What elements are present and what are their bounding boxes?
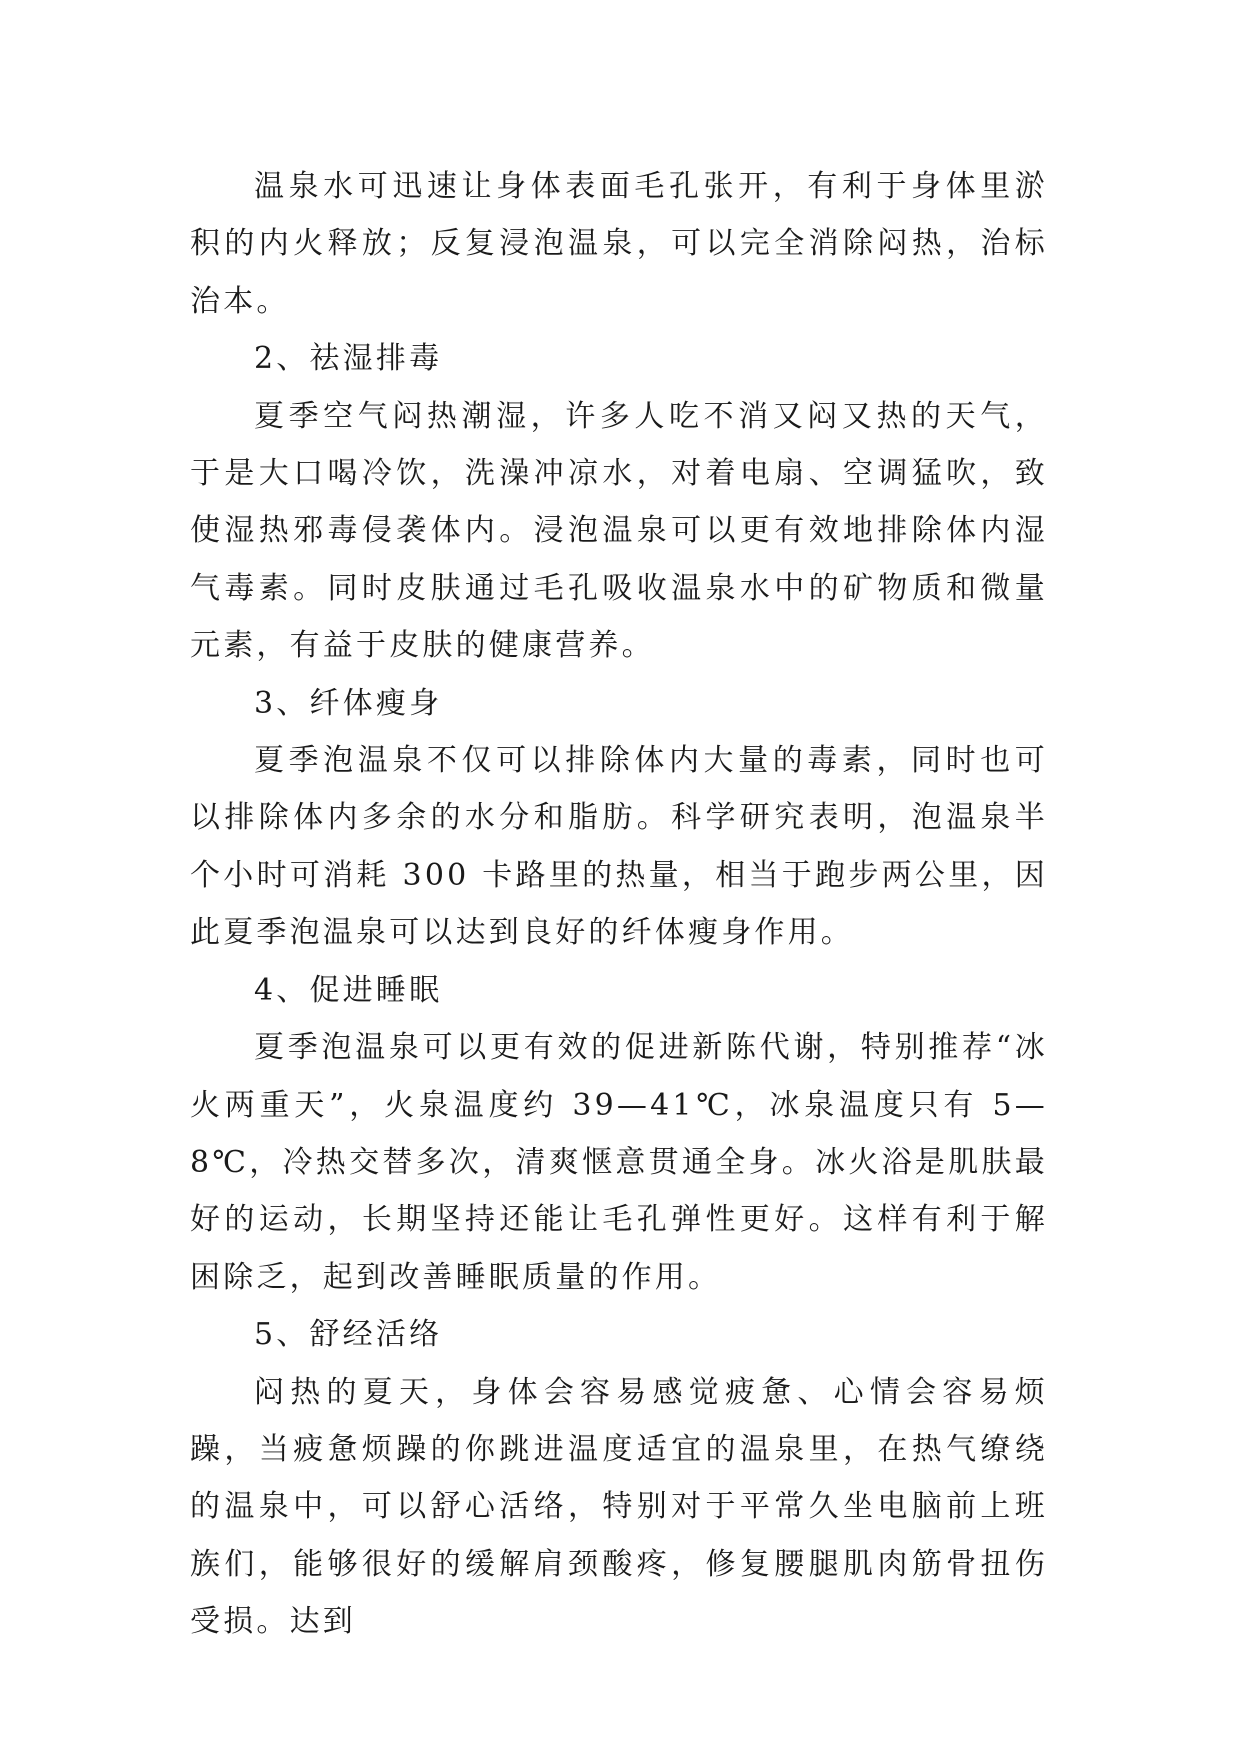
paragraph-body: 夏季空气闷热潮湿，许多人吃不消又闷又热的天气，于是大口喝冷饮，洗澡冲凉水，对着电扇、空调猛吹，致使湿热邪毒侵袭体内。浸泡温泉可以更有效地排除体内湿气毒素。同时皮肤通过毛孔吸收温泉水中的矿物质和微量元素，有益于皮肤的健康营养。	[190, 398, 1048, 664]
section-heading: 2、祛湿排毒	[254, 341, 443, 377]
section-heading: 3、纤体瘦身	[254, 685, 443, 721]
section-heading: 4、促进睡眠	[254, 972, 443, 1008]
paragraph-body: 夏季泡温泉不仅可以排除体内大量的毒素，同时也可以排除体内多余的水分和脂肪。科学研究表明，泡温泉半个小时可消耗 300 卡路里的热量，相当于跑步两公里，因此夏季泡温泉可以达到良好的纤体瘦身作用。	[190, 743, 1048, 951]
paragraph-body: 温泉水可迅速让身体表面毛孔张开，有利于身体里淤积的内火释放；反复浸泡温泉，可以完全消除闷热，治标治本。	[190, 169, 1048, 319]
document-body	[190, 158, 1048, 1651]
paragraph-body: 闷热的夏天，身体会容易感觉疲惫、心情会容易烦躁，当疲惫烦躁的你跳进温度适宜的温泉里，在热气缭绕的温泉中，可以舒心活络，特别对于平常久坐电脑前上班族们，能够很好的缓解肩颈酸疼，修复腰腿肌肉筋骨扭伤受损。达到	[190, 1374, 1048, 1640]
paragraph-body: 夏季泡温泉可以更有效的促进新陈代谢，特别推荐“冰火两重天”，火泉温度约 39—41℃，冰泉温度只有 5—8℃，冷热交替多次，清爽惬意贯通全身。冰火浴是肌肤最好的运动，长期坚持还能让毛孔弹性更好。这样有利于解困除乏，起到改善睡眠质量的作用。	[190, 1030, 1048, 1295]
section-heading: 5、舒经活络	[254, 1317, 443, 1353]
